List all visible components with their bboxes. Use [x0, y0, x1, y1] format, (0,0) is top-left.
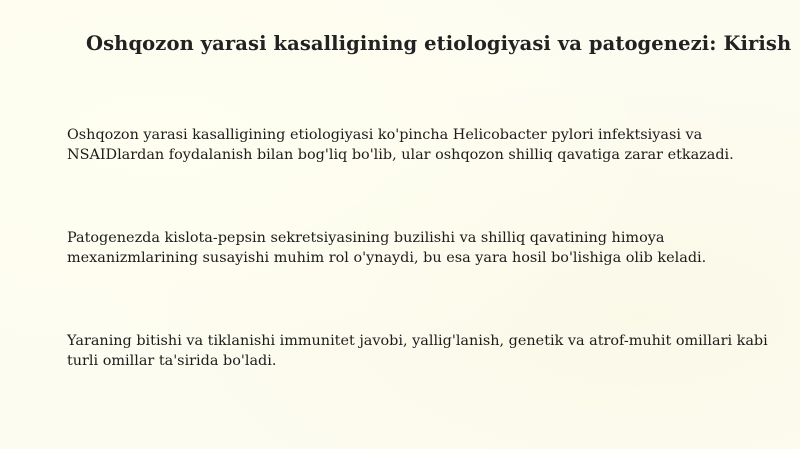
paragraph-pathogenesis: Patogenezda kislota-pepsin sekretsiyasining buzilishi va shilliq qavatining himoya mexanizmlarining susayishi muhim rol o'ynaydi, bu esa yara hosil bo'lishiga olib keladi. [67, 230, 707, 266]
paragraph-healing: Yaraning bitishi va tiklanishi immunitet javobi, yallig'lanish, genetik va atrof-muhit omillari kabi turli omillar ta'sirida bo'ladi. [67, 333, 768, 369]
slide-title: Oshqozon yarasi kasalligining etiologiyasi va patogenezi: Kirish [86, 32, 792, 55]
paragraph-etiology: Oshqozon yarasi kasalligining etiologiyasi ko'pincha Helicobacter pylori infektsiyasi va NSAIDlardan foydalanish bilan bog'liq bo'lib, ular oshqozon shilliq qavatiga zarar etkazadi. [67, 127, 734, 163]
